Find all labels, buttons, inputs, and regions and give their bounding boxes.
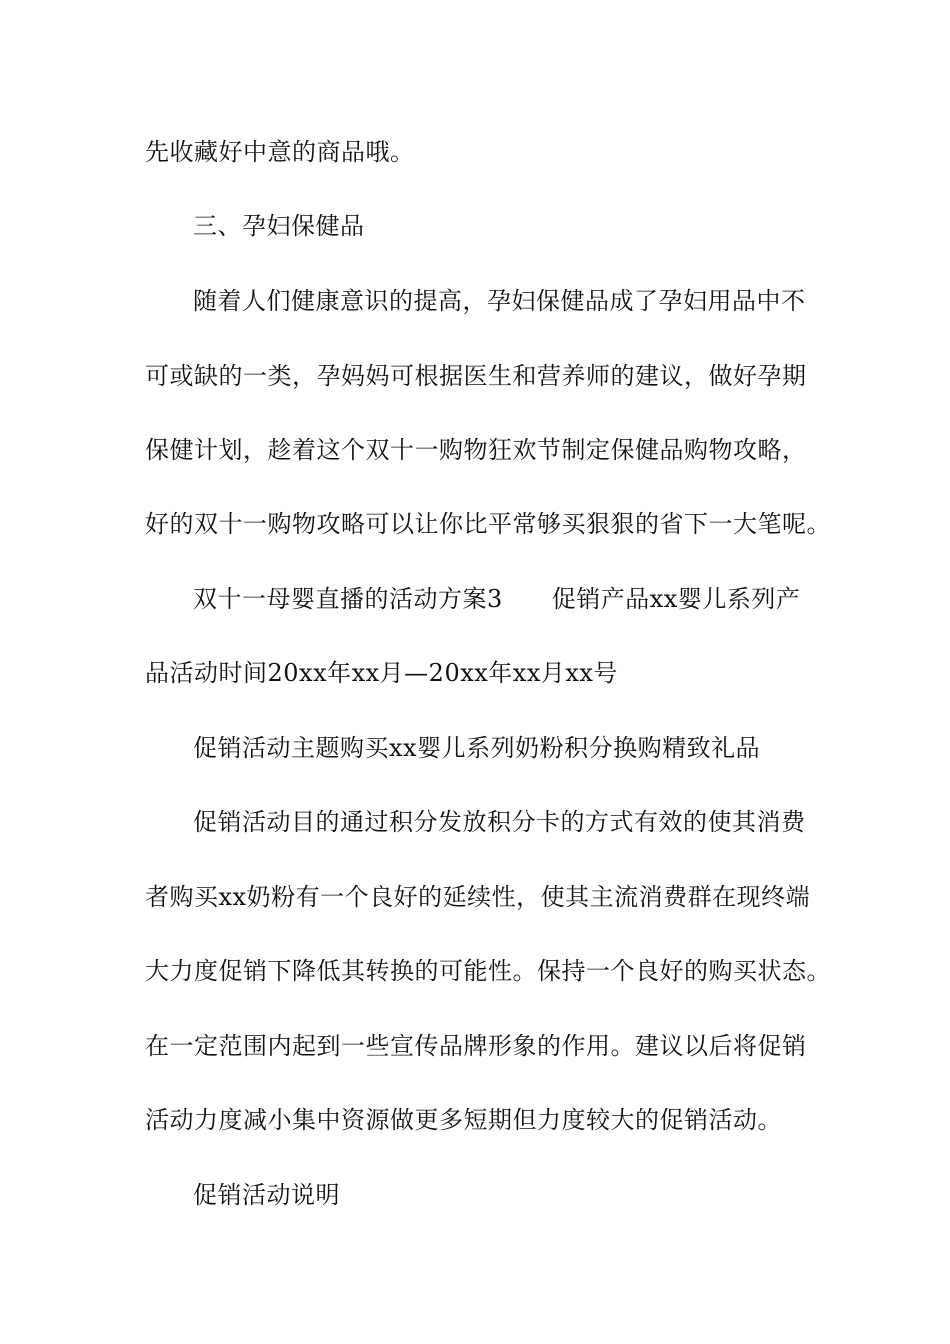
paragraph-line: 促销活动目的通过积分发放积分卡的方式有效的使其消费 — [193, 808, 806, 836]
paragraph-line: 保健计划，趁着这个双十一购物狂欢节制定保健品购物攻略， — [145, 436, 807, 464]
paragraph-line: 随着人们健康意识的提高，孕妇保健品成了孕妇用品中不 — [193, 287, 806, 315]
section-heading: 促销活动说明 — [193, 1181, 340, 1209]
paragraph-line: 大力度促销下降低其转换的可能性。保持一个良好的购买状态。 — [145, 957, 831, 985]
paragraph-line: 双十一母婴直播的活动方案3 促销产品xx婴儿系列产 — [193, 585, 801, 613]
section-heading: 三、孕妇保健品 — [193, 212, 365, 240]
paragraph-line: 者购买xx奶粉有一个良好的延续性，使其主流消费群在现终端 — [145, 883, 811, 911]
text-line: 先收藏好中意的商品哦。 — [145, 138, 415, 166]
paragraph-line: 促销活动主题购买xx婴儿系列奶粉积分换购精致礼品 — [193, 734, 761, 762]
paragraph-line: 在一定范围内起到一些宣传品牌形象的作用。建议以后将促销 — [145, 1032, 807, 1060]
paragraph-line: 好的双十一购物攻略可以让你比平常够买狠狠的省下一大笔呢。 — [145, 510, 831, 538]
paragraph-line: 品活动时间20xx年xx月—20xx年xx月xx号 — [145, 659, 618, 687]
paragraph-line: 活动力度减小集中资源做更多短期但力度较大的促销活动。 — [145, 1106, 782, 1134]
paragraph-line: 可或缺的一类，孕妈妈可根据医生和营养师的建议，做好孕期 — [145, 362, 807, 390]
